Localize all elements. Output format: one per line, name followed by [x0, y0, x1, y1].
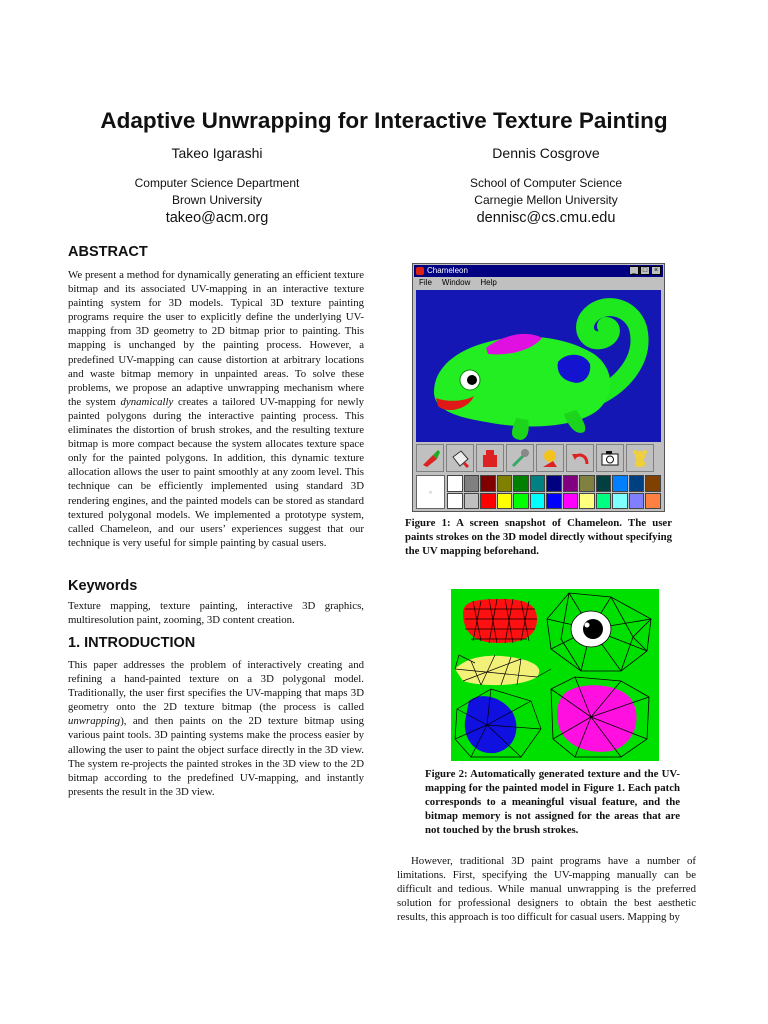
- keywords-text: Texture mapping, texture painting, interactive 3D graphics, multiresolution paint, zooming, 3D content creation.: [68, 600, 364, 627]
- color-swatch[interactable]: [579, 475, 595, 492]
- intro-emphasis: unwrapping: [68, 715, 121, 728]
- undo-icon: [569, 447, 591, 469]
- paper-title: Adaptive Unwrapping for Interactive Texture Painting: [100, 108, 668, 133]
- color-swatch[interactable]: [447, 493, 463, 510]
- color-swatch[interactable]: [530, 493, 546, 510]
- color-swatch[interactable]: [612, 475, 628, 492]
- maximize-icon[interactable]: □: [640, 266, 650, 275]
- introduction-heading: 1. INTRODUCTION: [68, 635, 196, 651]
- color-swatch[interactable]: [447, 475, 463, 492]
- teddy-bear-icon: [629, 447, 651, 469]
- color-swatch[interactable]: [596, 493, 612, 510]
- brush-tool[interactable]: [416, 444, 444, 472]
- uv-texture-map: [451, 589, 659, 761]
- window-title: Chameleon: [427, 266, 468, 275]
- chameleon-model: [416, 290, 661, 442]
- author-name: Takeo Igarashi: [171, 145, 263, 161]
- author-email[interactable]: takeo@acm.org: [165, 210, 269, 226]
- wizard-icon: [539, 447, 561, 469]
- color-swatch[interactable]: [612, 493, 628, 510]
- camera-icon: [599, 447, 621, 469]
- abstract-text-2: creates a tailored UV-mapping for newly painted polygons during the interactive painting process. This eliminates the distortion of brush strokes, and the resulting texture bitmap is more compact because the system allocates texture space only for the painted polygons. In addition, this dynamic texture allocation allows the user to paint smoothly at any zoom level. This technique can be efficiently implemented using standard 3D rendering engines, and the painted models can be stored as standard textured polygonal models. We implemented a prototype system, called Chameleon, and our users’ experiences suggest that our technique is very useful for simple painting by casual users.: [68, 395, 365, 549]
- brush-size-preview[interactable]: ◦: [416, 475, 445, 509]
- author-name: Dennis Cosgrove: [492, 145, 600, 161]
- color-swatch[interactable]: [480, 493, 496, 510]
- color-swatch[interactable]: [464, 475, 480, 492]
- color-swatch[interactable]: [480, 475, 496, 492]
- author-dept: Computer Science Department: [134, 176, 300, 190]
- color-swatch[interactable]: [546, 493, 562, 510]
- color-swatch[interactable]: [629, 475, 645, 492]
- author-email[interactable]: dennisc@cs.cmu.edu: [476, 210, 616, 226]
- author-org: Carnegie Mellon University: [474, 193, 618, 207]
- color-swatch[interactable]: [513, 475, 529, 492]
- menu-bar: [414, 277, 663, 288]
- color-swatch[interactable]: [645, 493, 661, 510]
- bear-tool[interactable]: [626, 444, 654, 472]
- color-swatch[interactable]: [464, 493, 480, 510]
- abstract-body: [68, 268, 364, 550]
- author-org: Brown University: [171, 193, 263, 207]
- window-titlebar: [414, 265, 663, 277]
- color-swatch[interactable]: [497, 475, 513, 492]
- author-dept: School of Computer Science: [469, 176, 623, 190]
- menu-help[interactable]: Help: [480, 278, 497, 287]
- paint-bucket-icon: [449, 447, 471, 469]
- author-block-1: [97, 145, 337, 228]
- figure-1-caption: Figure 1: A screen snapshot of Chameleon. The user paints strokes on the 3D model directly without specifying the UV mapping beforehand.: [405, 517, 672, 558]
- 3d-viewport[interactable]: [416, 290, 661, 442]
- magic-tool[interactable]: [536, 444, 564, 472]
- color-swatch[interactable]: [563, 475, 579, 492]
- keywords-heading: Keywords: [68, 578, 138, 594]
- eyedropper-icon: [509, 447, 531, 469]
- color-palette: [447, 475, 661, 509]
- color-swatch[interactable]: [596, 475, 612, 492]
- figure-2-texture-bitmap: [451, 589, 659, 761]
- camera-tool[interactable]: [596, 444, 624, 472]
- color-swatch[interactable]: [645, 475, 661, 492]
- undo-tool[interactable]: [566, 444, 594, 472]
- abstract-heading: ABSTRACT: [68, 244, 148, 260]
- figure-2-caption: Figure 2: Automatically generated texture and the UV-mapping for the painted model in Figure 1. Each patch corresponds to a meaningful visual feature, and the bitmap memory is not assigned for the areas that are not touched by the brush strokes.: [425, 768, 680, 837]
- color-swatch[interactable]: [563, 493, 579, 510]
- intro-text-2: ), and then paints on the 2D texture bitmap using various paint tools. 3D painting systems make the process easier by allowing the user to paint the object surface directly in the 3D view. The system re-projects the painted strokes in the 3D view to the 2D bitmap according to the predefined UV-mapping, and instantly presents the result in the 3D view.: [68, 715, 364, 798]
- fill-tool[interactable]: [476, 444, 504, 472]
- color-swatch[interactable]: [513, 493, 529, 510]
- app-icon: [416, 267, 424, 275]
- color-swatch[interactable]: [579, 493, 595, 510]
- color-swatch[interactable]: [629, 493, 645, 510]
- minimize-icon[interactable]: _: [629, 266, 639, 275]
- abstract-text-1: We present a method for dynamically generating an efficient texture bitmap and its associated UV-mapping in an interactive texture painting system for 3D models. Typical 3D texture painting programs require the user to explicitly define the underlying UV-mapping from 3D geometry to 2D bitmap prior to painting. This mapping is unchanged by the painting process. However, a predefined UV-mapping can cause distortion at arbitrary locations and waste bitmap memory in unpainted areas. To solve these problems, we propose an adaptive unwrapping mechanism where the system: [68, 269, 364, 408]
- introduction-continued: However, traditional 3D paint programs have a number of limitations. First, specifying the UV-mapping manually can be difficult and tedious. While manual unwrapping is the preferred solution for professional designers to obtain the best aesthetic results, this approach is too difficult for casual users. Mapping by: [397, 855, 696, 924]
- abstract-emphasis: dynamically: [120, 395, 174, 408]
- window-controls: [629, 266, 661, 275]
- paint-can-icon: [479, 447, 501, 469]
- brush-icon: [419, 447, 441, 469]
- tool-bar: [416, 444, 661, 474]
- intro-text-1: This paper addresses the problem of interactively creating and refining a hand-painted texture on a 3D polygonal model. Traditionally, the user first specifies the UV-mapping that maps 3D geometry onto the 2D texture bitmap (the process is called: [68, 659, 364, 714]
- menu-window[interactable]: Window: [441, 278, 471, 287]
- introduction-body: [68, 658, 364, 799]
- color-palette-area: [416, 475, 661, 509]
- author-block-2: [426, 145, 666, 228]
- figure-1-screenshot: [412, 263, 665, 512]
- close-icon[interactable]: ×: [651, 266, 661, 275]
- color-swatch[interactable]: [530, 475, 546, 492]
- color-swatch[interactable]: [546, 475, 562, 492]
- color-swatch[interactable]: [497, 493, 513, 510]
- eyedropper-tool[interactable]: [506, 444, 534, 472]
- menu-file[interactable]: File: [419, 278, 432, 287]
- bucket-tool[interactable]: [446, 444, 474, 472]
